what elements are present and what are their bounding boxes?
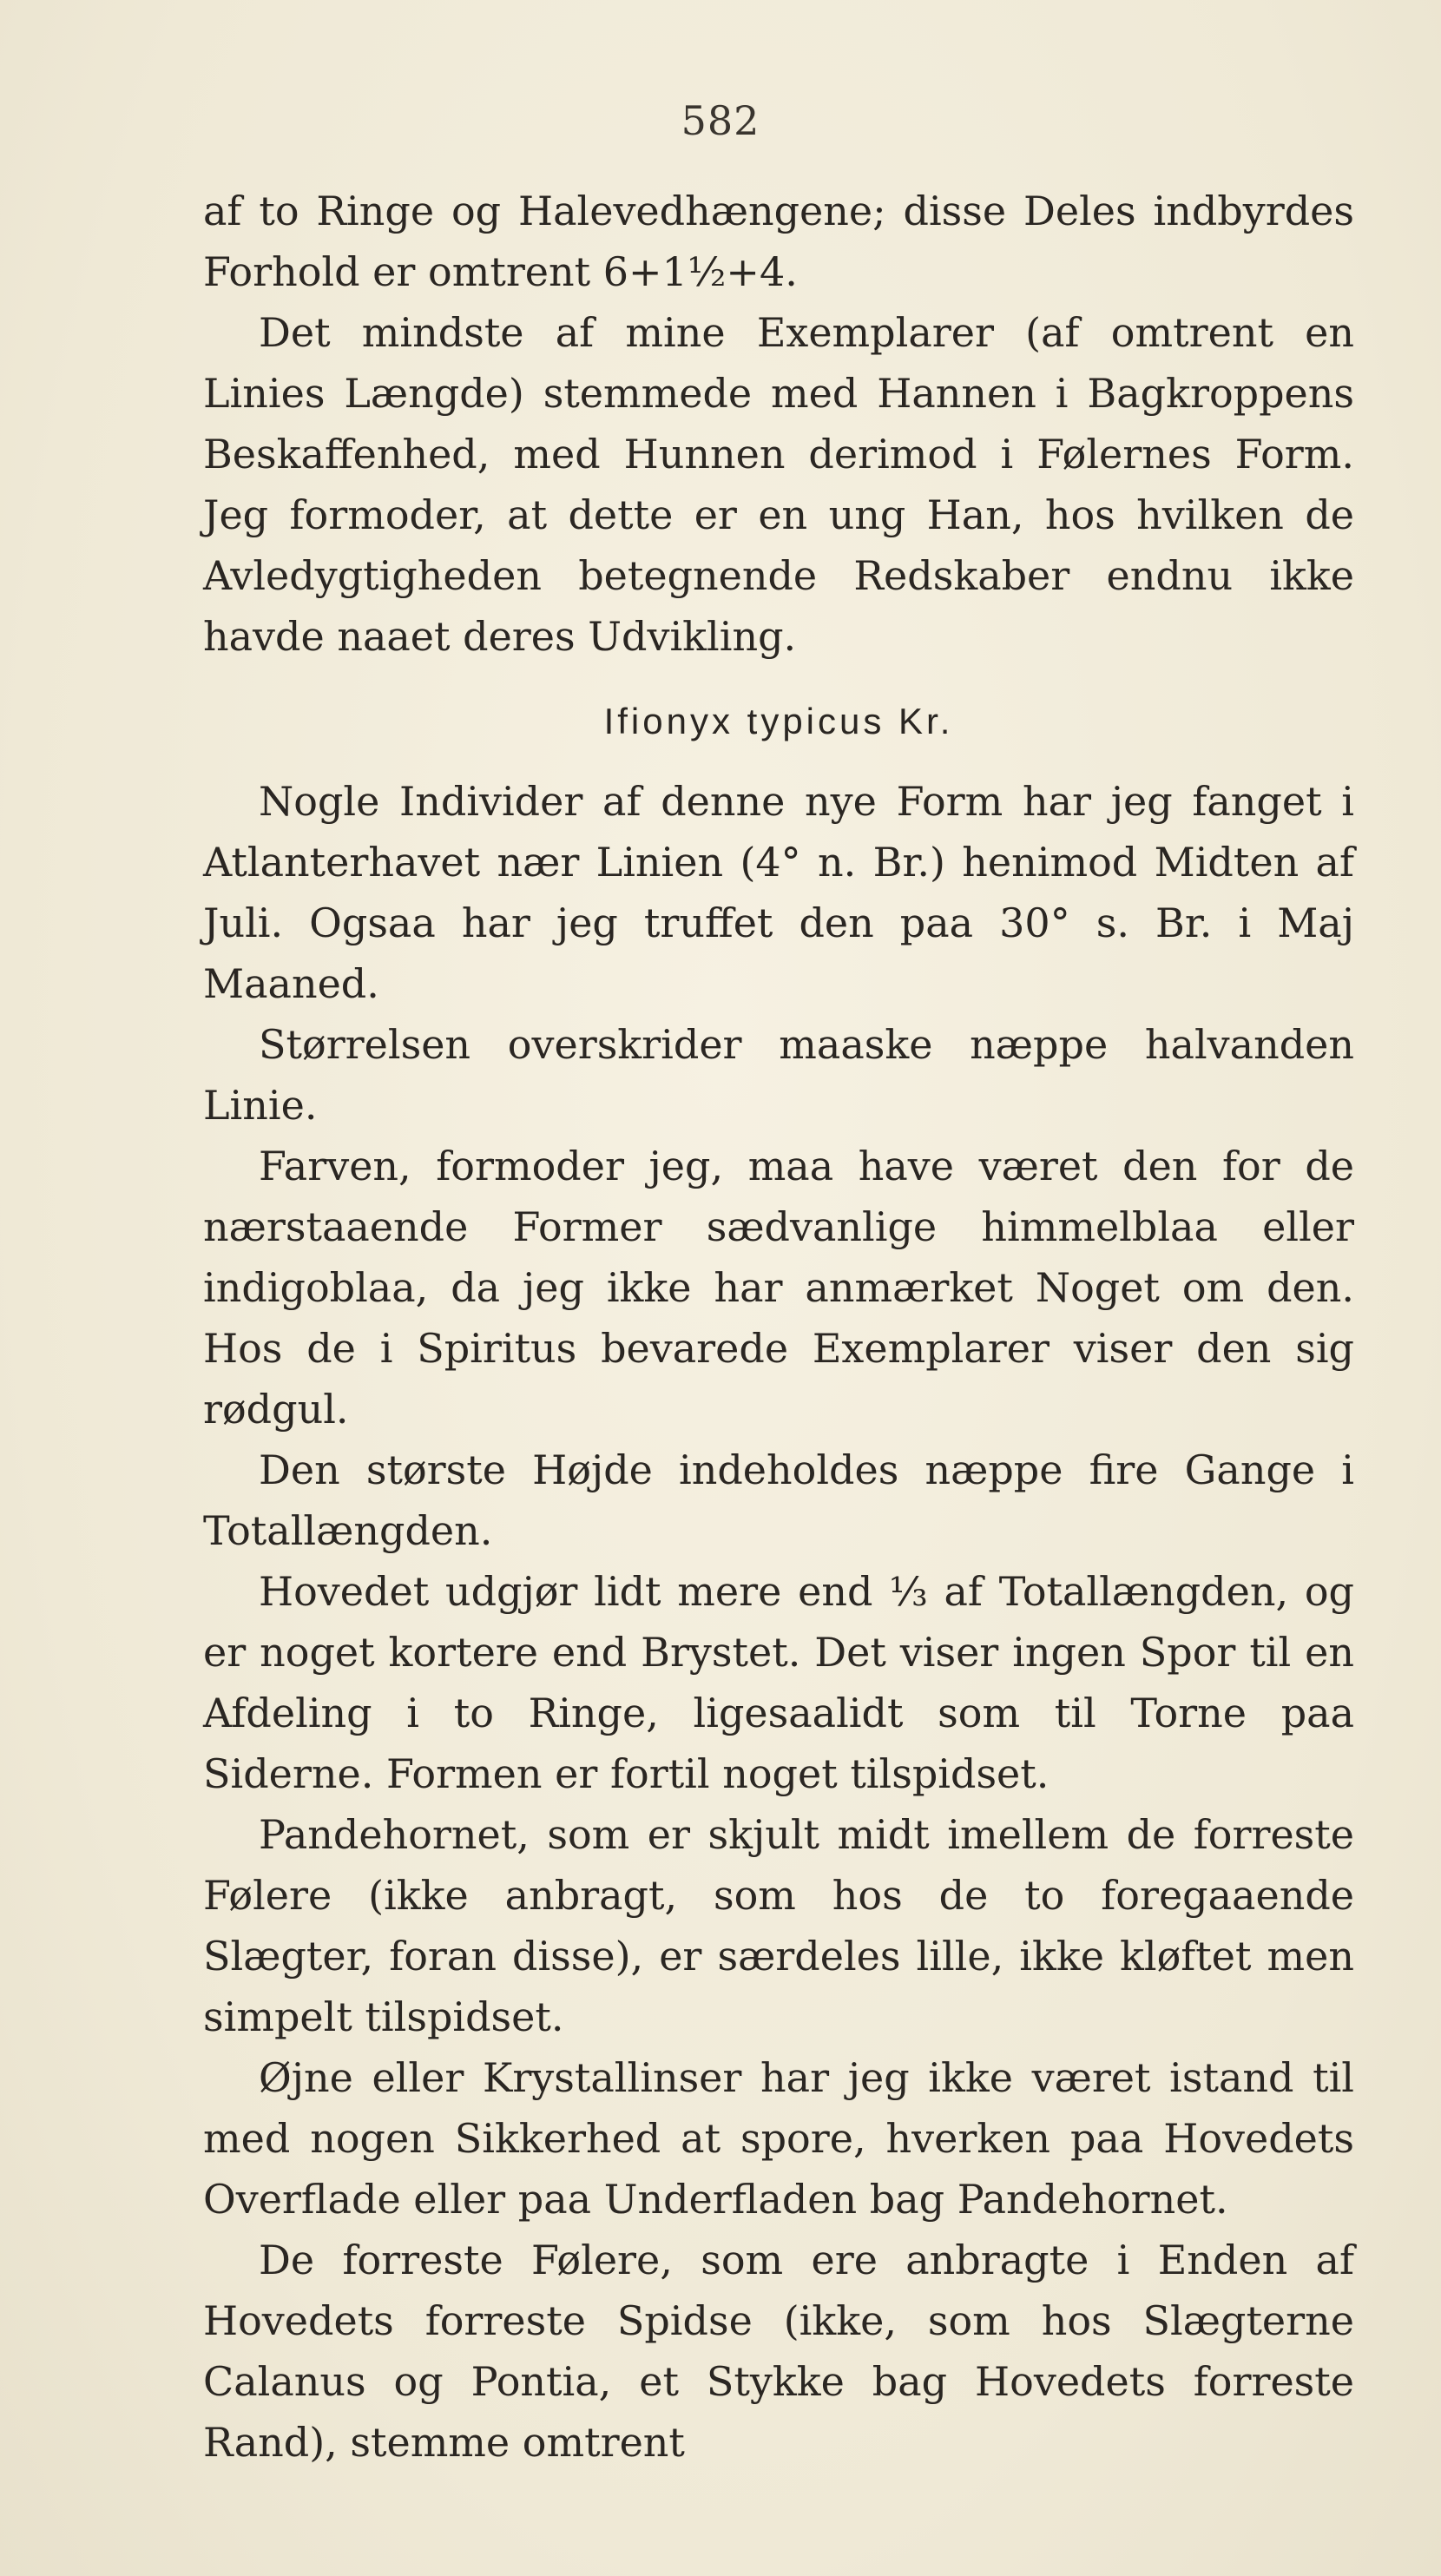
paragraph-color: Farven, formoder jeg, maa have været den for de nærstaaende Former sædvanlige himmelblaa eller indigoblaa, da jeg ikke har anmærket Noget om den. Hos de i Spiritus bevarede Exemplarer viser den sig rødgul.	[203, 1143, 1354, 1433]
species-heading: Ifionyx typicus Kr.	[603, 701, 954, 741]
paragraph-antennae: De forreste Følere, som ere anbragte i Enden af Hovedets forreste Spidse (ikke, som hos Slægterne Calanus og Pontia, et Stykke bag Hovedets forreste Rand), stemme omtrent	[203, 2237, 1354, 2466]
page-number: 582	[681, 97, 760, 144]
paragraph-habitat: Nogle Individer af denne nye Form har jeg fanget i Atlanterhavet nær Linien (4° n. Br.) henimod Midten af Juli. Ogsaa har jeg truffet den paa 30° s. Br. i Maj Maaned.	[203, 778, 1354, 1007]
paragraph-continuation: af to Ringe og Halevedhængene; disse Deles indbyrdes Forhold er omtrent 6+1½+4.	[203, 188, 1354, 295]
paragraph-size: Størrelsen overskrider maaske næppe halvanden Linie.	[203, 1021, 1354, 1129]
paragraph-forehead-horn: Pandehornet, som er skjult midt imellem de forreste Følere (ikke anbragt, som hos de to foregaaende Slægter, foran disse), er særdeles lille, ikke kløftet men simpelt tilspidset.	[203, 1811, 1354, 2040]
paragraph-eyes: Øjne eller Krystallinser har jeg ikke været istand til med nogen Sikkerhed at spore, hverken paa Hovedets Overflade eller paa Underfladen bag Pandehornet.	[203, 2054, 1354, 2223]
paragraph-head: Hovedet udgjør lidt mere end ⅓ af Totallængden, og er noget kortere end Brystet. Det viser ingen Spor til en Afdeling i to Ringe, ligesaalidt som til Torne paa Siderne. Formen er fortil noget tilspidset.	[203, 1568, 1354, 1797]
body-text	[203, 181, 1354, 2473]
paragraph-height: Den største Højde indeholdes næppe fire Gange i Totallængden.	[203, 1446, 1354, 1554]
paragraph-specimen: Det mindste af mine Exemplarer (af omtrent en Linies Længde) stemmede med Hannen i Bagkroppens Beskaffenhed, med Hunnen derimod i Følernes Form. Jeg formoder, at dette er en ung Han, hos hvilken de Avledygtigheden betegnende Redskaber endnu ikke havde naaet deres Udvikling.	[203, 309, 1354, 660]
